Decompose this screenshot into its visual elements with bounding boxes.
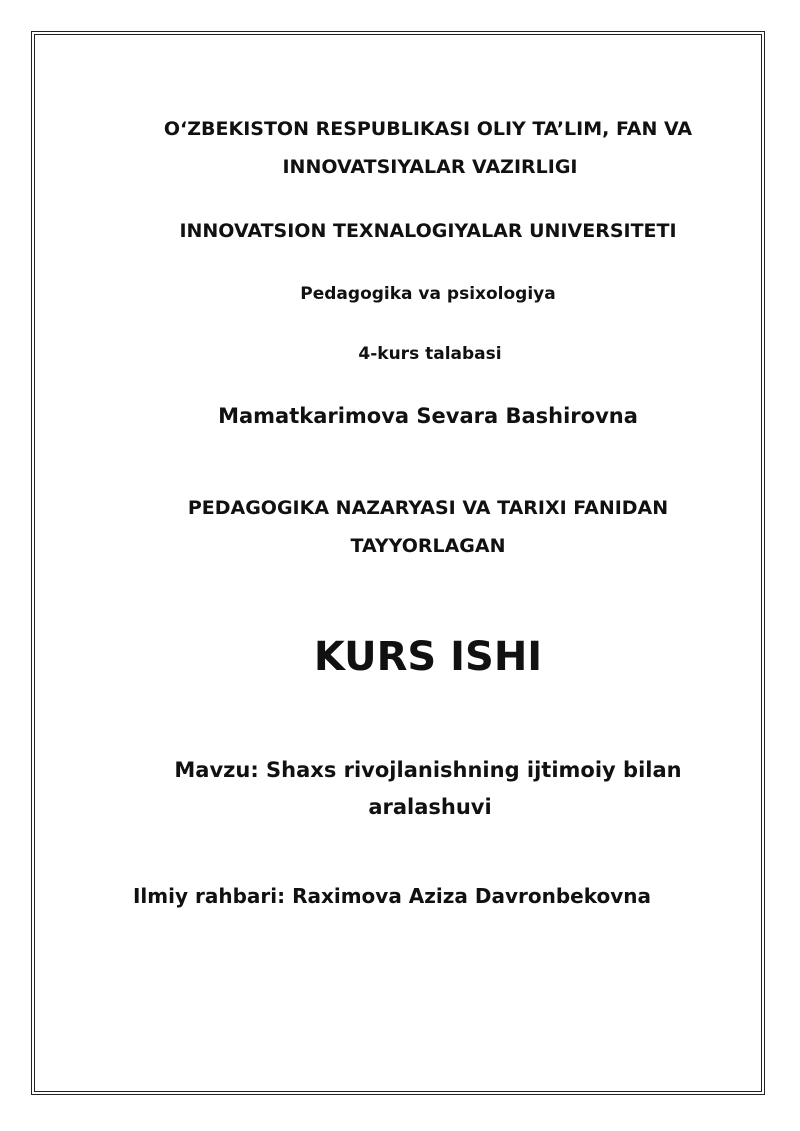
- faculty-name: Pedagogika va psixologiya: [300, 284, 556, 304]
- university-name: INNOVATSION TEXNALOGIYALAR UNIVERSITETI: [179, 220, 677, 242]
- student-name: Mamatkarimova Sevara Bashirovna: [218, 404, 638, 428]
- course-level: 4-kurs talabasi: [358, 344, 502, 364]
- topic-line-1: Mavzu: Shaxs rivojlanishning ijtimoiy bilan: [174, 758, 682, 782]
- ministry-title-line-2: INNOVATSIYALAR VAZIRLIGI: [282, 156, 578, 178]
- topic-line-2: aralashuvi: [368, 795, 492, 819]
- subject-line-1: PEDAGOGIKA NAZARYASI VA TARIXI FANIDAN: [187, 497, 669, 519]
- scientific-advisor: Ilmiy rahbari: Raximova Aziza Davronbekovna: [132, 884, 652, 908]
- page-border: [31, 31, 765, 1095]
- ministry-title-line-1: O‘ZBEKISTON RESPUBLIKASI OLIY TA’LIM, FAN VA: [163, 118, 693, 140]
- subject-line-2: TAYYORLAGAN: [350, 535, 506, 557]
- document-type-title: KURS ISHI: [313, 634, 543, 680]
